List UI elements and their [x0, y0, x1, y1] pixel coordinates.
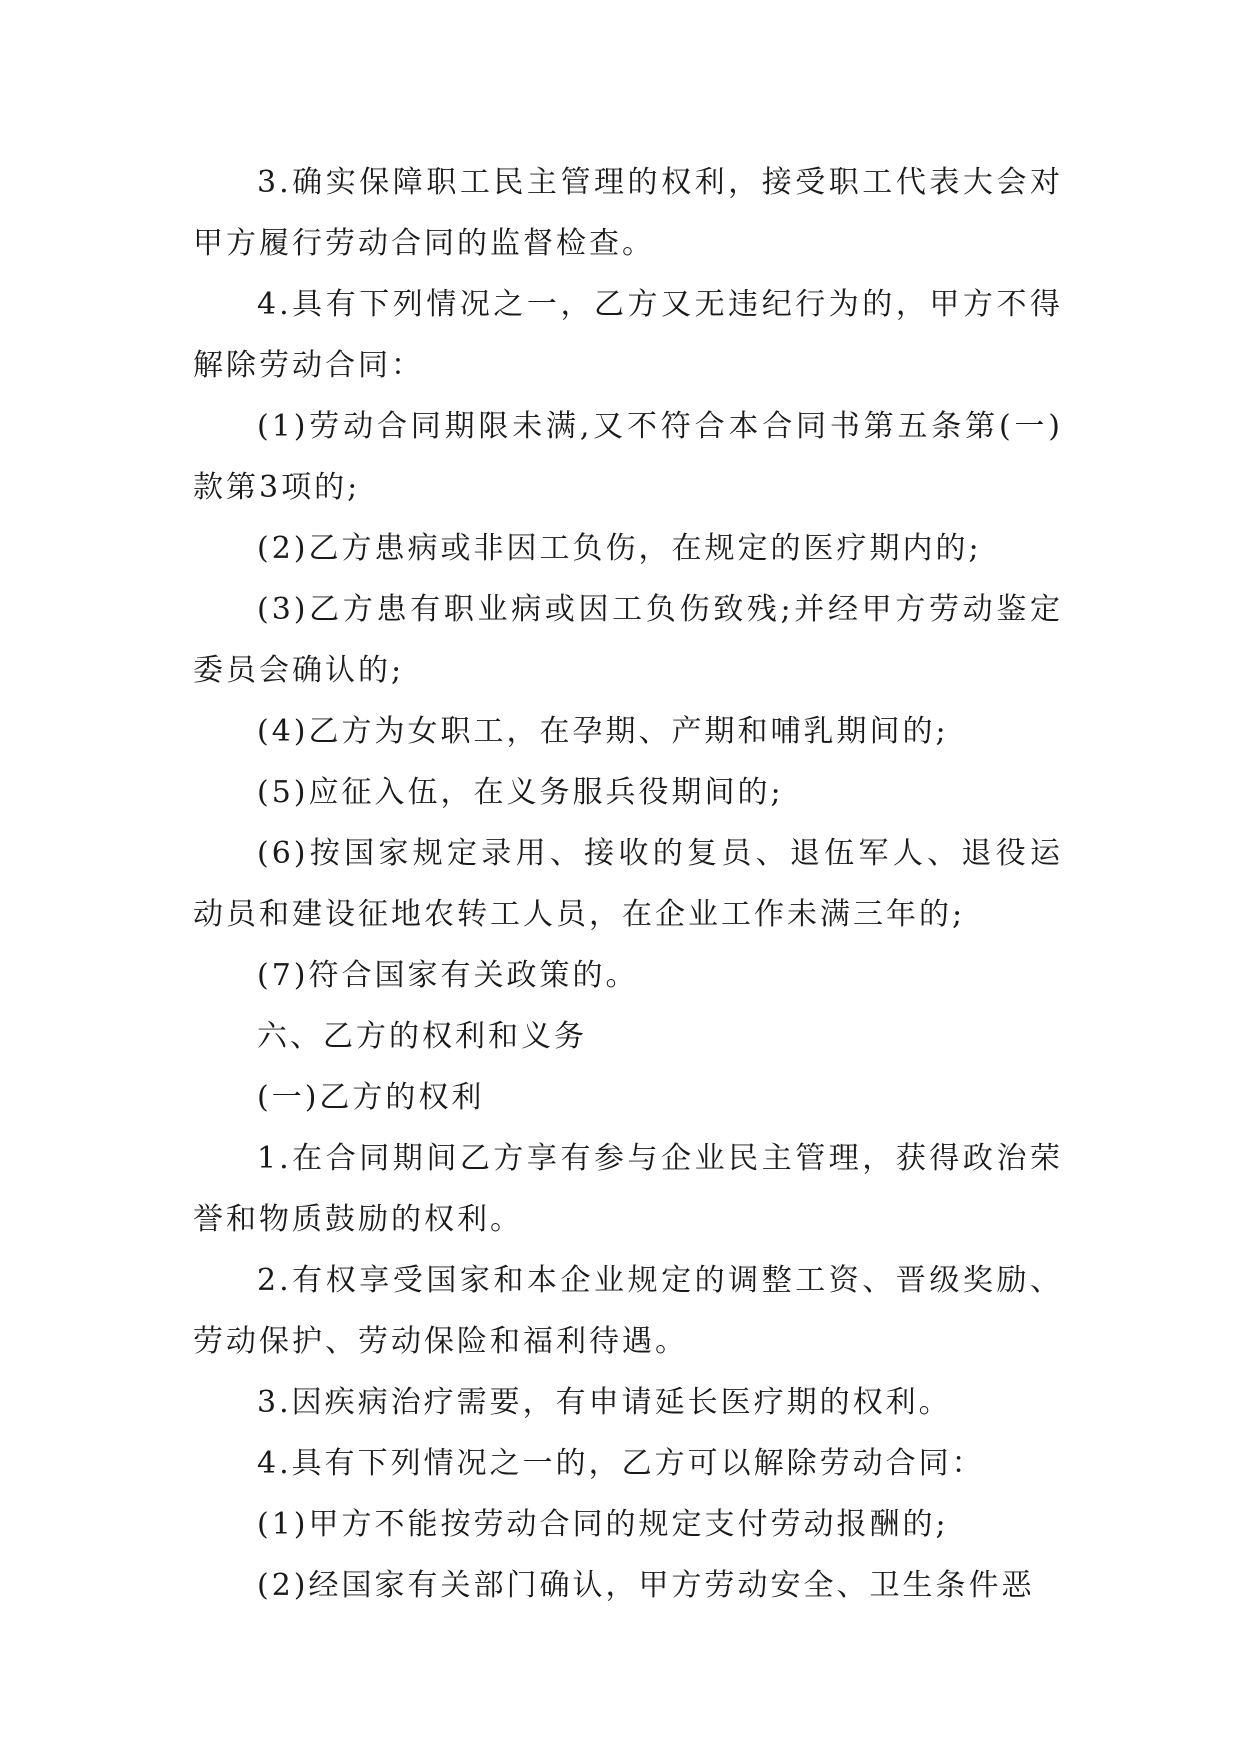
- paragraph: (6)按国家规定录用、接收的复员、退伍军人、退役运动员和建设征地农转工人员，在企业工作未满三年的;: [193, 836, 1063, 932]
- paragraph: (1)劳动合同期限未满,又不符合本合同书第五条第(一)款第3项的;: [193, 409, 1063, 505]
- paragraph: (2)经国家有关部门确认，甲方劳动安全、卫生条件恶: [257, 1568, 1035, 1603]
- document-body: [193, 152, 1063, 1616]
- paragraph: 3.因疾病治疗需要，有申请延长医疗期的权利。: [257, 1385, 952, 1420]
- paragraph: 3.确实保障职工民主管理的权利，接受职工代表大会对甲方履行劳动合同的监督检查。: [193, 165, 1063, 261]
- paragraph: (2)乙方患病或非因工负伤，在规定的医疗期内的;: [257, 531, 982, 566]
- section-heading: 六、乙方的权利和义务: [257, 1019, 587, 1054]
- paragraph: (7)符合国家有关政策的。: [257, 958, 639, 993]
- paragraph: (4)乙方为女职工，在孕期、产期和哺乳期间的;: [257, 714, 949, 749]
- paragraph: (3)乙方患有职业病或因工负伤致残;并经甲方劳动鉴定委员会确认的;: [193, 592, 1063, 688]
- paragraph: (1)甲方不能按劳动合同的规定支付劳动报酬的;: [257, 1507, 949, 1542]
- paragraph: 4.具有下列情况之一的，乙方可以解除劳动合同：: [257, 1446, 985, 1481]
- paragraph: 1.在合同期间乙方享有参与企业民主管理，获得政治荣誉和物质鼓励的权利。: [193, 1141, 1063, 1237]
- paragraph: 4.具有下列情况之一，乙方又无违纪行为的，甲方不得解除劳动合同：: [193, 287, 1063, 383]
- paragraph: (5)应征入伍，在义务服兵役期间的;: [257, 775, 784, 810]
- paragraph: 2.有权享受国家和本企业规定的调整工资、晋级奖励、劳动保护、劳动保险和福利待遇。: [193, 1263, 1063, 1359]
- subsection-heading: (一)乙方的权利: [257, 1080, 485, 1115]
